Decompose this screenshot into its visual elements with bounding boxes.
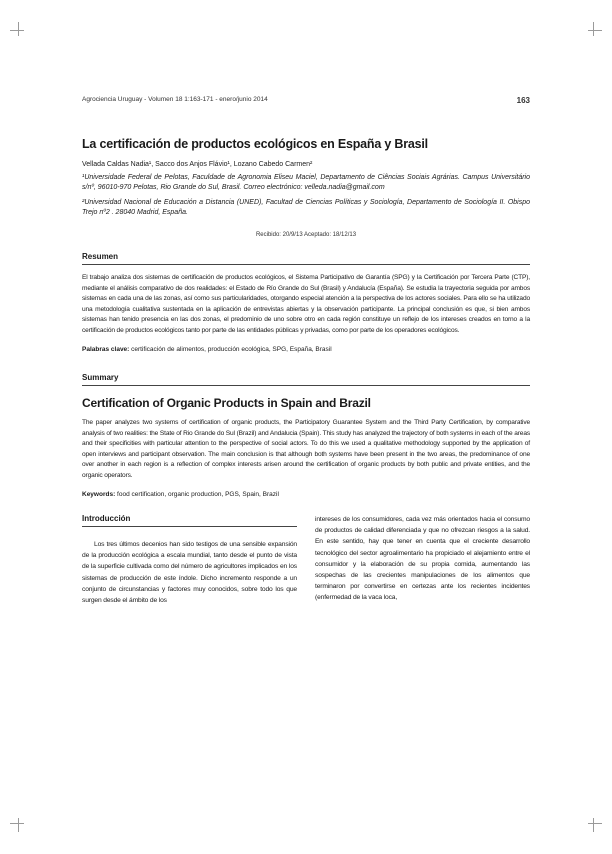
right-column <box>315 514 530 606</box>
keywords-label-en: Keywords: <box>82 491 116 498</box>
crop-mark-bottom-right <box>586 816 602 832</box>
keywords-en: food certification, organic production, PGS, Spain, Brazil <box>117 491 279 498</box>
keywords-label-es: Palabras clave: <box>82 346 130 353</box>
section-divider <box>82 526 297 527</box>
left-column <box>82 514 297 606</box>
crop-mark-top-right <box>586 22 602 38</box>
affiliation-1: ¹Universidade Federal de Pelotas, Faculdade de Agronomia Eliseu Maciel, Departamento de Ciências Sociais Agrárias. Campus Universitário s/nº, 96010-970 Pelotas, Rio Grande do Sul, Brasil. Correo electrónico: velleda.nadia@gmail.com <box>82 174 530 191</box>
crop-mark-bottom-left <box>10 816 26 832</box>
keywords-en-line <box>82 491 530 498</box>
received-accepted-dates: Recibido: 20/9/13 Aceptado: 18/12/13 <box>255 232 357 238</box>
article-title-english: Certification of Organic Products in Spain and Brazil <box>82 396 371 410</box>
page-number: 163 <box>516 96 530 105</box>
introduccion-heading: Introducción <box>82 514 131 523</box>
body-columns <box>82 514 530 606</box>
running-header <box>82 96 530 105</box>
intro-paragraph-left: Los tres últimos decenios han sido testigos de una sensible expansión de la producción ecológica a escala mundial, tanto desde el punto de vista de la superficie cultivada como del número de agricultores implicados en los sistemas de producción de este índole. Dicho incremento responde a un conjunto de circunstancias y factores muy conocidos, sobre todo los que surgen desde el ámbito de los <box>82 541 297 605</box>
affiliation-2: ²Universidad Nacional de Educación a Distancia (UNED), Facultad de Ciencias Políticas y Sociología, Departamento de Sociología II. Obispo Trejo nº2 . 28040 Madrid, España. <box>82 199 530 216</box>
crop-mark-top-left <box>10 22 26 38</box>
summary-text: The paper analyzes two systems of certification of organic products, the Participatory Guarantee System and the Third Party Certification, by comparative analysis of two realities: the State of Rio Grande do Sul (Brazil) and Andalucia (Spain). This study has analyzed the trajectory of both systems in each of the areas and their specificities with particular attention to the perspective of social actors. To do this we used a qualitative methodology supported by the application of open interviews and participant observation. The main conclusion is that although both systems have been present in the two areas, the predominance of one over another in each region is a reflection of complex interests arisen around the certification of organic products by both public and private entities, and the organic operators. <box>82 419 530 479</box>
article-title-spanish: La certificación de productos ecológicos en España y Brasil <box>82 137 428 151</box>
section-divider <box>82 264 530 265</box>
article-page <box>82 96 530 606</box>
section-divider <box>82 385 530 386</box>
palabras-clave <box>82 346 530 353</box>
intro-paragraph-right: intereses de los consumidores, cada vez más orientados hacia el consumo de productos de calidad diferenciada y que no ofrezcan riesgos a la salud. En este sentido, hay que tener en cuenta que el creciente desarrollo tecnológico del sector agroalimentario ha propiciado el alejamiento entre el consumidor y la elaboración de su propia comida, aumentando las sospechas de las crecientes manipulaciones de los alimentos que terminaron por convertirse en certezas ante los recientes incidentes (enfermedad de la vaca loca, <box>315 516 530 602</box>
summary-heading: Summary <box>82 373 119 382</box>
resumen-heading: Resumen <box>82 252 119 261</box>
keywords-es: certificación de alimentos, producción ecológica, SPG, España, Brasil <box>131 346 332 353</box>
journal-citation: Agrociencia Uruguay - Volumen 18 1:163-171 - enero/junio 2014 <box>82 96 268 103</box>
author-list: Vellada Caldas Nadia¹, Sacco dos Anjos Flávio¹, Lozano Cabedo Carmen² <box>82 161 313 168</box>
resumen-text: El trabajo analiza dos sistemas de certificación de productos ecológicos, el Sistema Participativo de Garantía (SPG) y la Certificación por Tercera Parte (CTP), mediante el análisis comparativo de dos realidades: el Estado de Río Grande do Sul (Brasil) y Andalucía (España). Se estudia la trayectoria seguida por ambos sistemas en cada una de las zonas, así como sus particularidades, otorgando especial atención a la perspectiva de los actores sociales. Para ello se ha utilizado una metodología cualitativa sustentada en la aplicación de entrevistas abiertas y la observación participante. La principal conclusión es que, si bien ambos sistemas han tenido presencia en las dos zonas, el predominio de uno sobre otro en cada región constituye un reflejo de los intereses creados en torno a la certificación de productos ecológicos tanto por parte de las entidades públicas y privadas, como por parte de los operadores ecológicos. <box>82 274 530 334</box>
